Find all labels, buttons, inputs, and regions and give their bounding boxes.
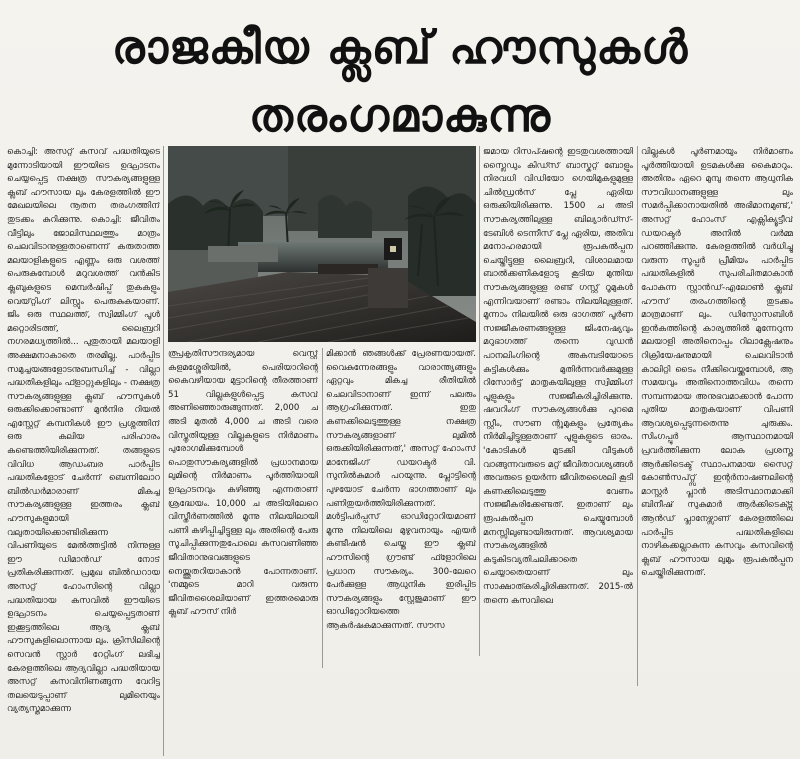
column-5-text: വില്ലകൾ പൂർണമായും നിർമാണം പൂർത്തിയായി ഉടമകൾക്കു കൈമാറും. അതിനും ഏറെ മുമ്പു തന്നെ ആധുനിക സൗവിധാനങ്ങളുള്ള ലും സമർപ്പിക്കാനായതിൽ അഭിമാനമുണ്ട്,' അസറ്റ് ഹോംസ് എക്സിക്യൂട്ടീവ് ഡയറക്ടർ അനിൽ വർമ്മ പറഞ്ഞിക്കുന്നു. കേരളത്തിൽ വർധിച്ചു വരുന്ന സൂപ്പർ പ്രീമിയം പാർപ്പിട പദ്ധതികളിൽ സുപരിചിതമാകാൻ പോകുന്ന സ്റ്റാൻഡ്-എലോൺ ക്ലബ് ഹൗസ് തരംഗത്തിന്റെ തുടക്കം മാത്രമാണ് ലും. ഡിസ്പോസബിൾ ഇൻകത്തിന്റെ കാര്യത്തിൽ മുന്നേറുന്ന മലയാളി അതിനൊപ്പം റിലാക്സേഷനും റിക്രിയേഷനുമായി ചെലവിടാൻ കാലിറ്റി ടൈം നീക്കിവെയ്ക്കുമ്പോൾ, ആ സമയവും അതിനൊത്തവിധം തന്നെ സമ്പന്നമായ അനുഭവമാക്കാൻ പോന്ന പുതിയ മാതൃകയാണ് വിപണി ആവശ്യപ്പെടുന്നതെന്നു ചുരുക്കം. സിംഗപ്പൂർ ആസ്ഥാനമായി പ്രവർത്തിക്കുന്ന ലോക പ്രശസ്ത ആർക്കിടെക്ട് സ്ഥാപനമായ സൈറ്റ് കോൺസപ്റ്റ്സ് ഇന്റർനാഷണലിന്റെ മാസ്റ്റർ പ്ലാൻ അടിസ്ഥാനമാക്കി ബിനീഷ് സുകുമാർ ആർക്കിടെക്ട്സ് ആൻഡ് പ്ലാനേഴ്സാണ് കേരളത്തിലെ പാർപ്പിട പദ്ധതികളിലെ നാഴികക്കല്ലാകുന്ന കസവും കസവിന്റെ ക്ലബ് ഹൗസായ ലുമും രൂപകൽപ്പന ചെയ്തിരിക്കുന്നത്.: [641, 147, 793, 579]
article-column-1: [7, 146, 160, 752]
clubhouse-photo: [168, 146, 476, 342]
column-rule: [163, 146, 164, 756]
column-3-text: മിക്കാൻ ഞങ്ങൾക്ക് പ്രേരണയായത്. വൈകുന്നേരങ്ങളും വാരാന്ത്യങ്ങളും ഏറ്റവും മികച്ച രീതിയിൽ ചെലവിടാനാണ് ഇന്ന് പലരും ആഗ്രഹിക്കുന്നത്. ഇതു കണക്കിലെടുത്തുള്ള നക്ഷത്ര സൗകര്യങ്ങളാണ് ലുമിൽ ഒരുക്കിയിരിക്കുന്നത്,' അസറ്റ് ഹോംസ് മാനേജിംഗ് ഡയറക്ടർ വി. സുനിൽകുമാർ പറയുന്നു. പ്ലോട്ടിന്റെ പുഴയോട് ചേർന്ന ഭാഗത്താണ് ലും പണിതുയർത്തിയിരിക്കുന്നത്. മൾട്ടിപർപ്പസ് ഓഡിറ്റോറിയമാണ് മൂന്നു നിലയിലെ മുഴുവനായും എയർ കണ്ടീഷൻ ചെയ്ത ഈ ക്ലബ് ഹൗസിന്റെ ഗ്രൗണ്ട് ഫ്ളോറിലെ പ്രധാന സൗകര്യം. 300-ലേറെ പേർക്കുള്ള ആധുനിക ഇരിപ്പിട സൗകര്യങ്ങളും സ്റ്റേജുമാണ് ഈ ഓഡിറ്റോറിയത്തെ ആകർഷകമാക്കുന്നത്. സൗസ: [326, 349, 476, 631]
column-rule: [322, 348, 323, 668]
article-column-5: [641, 146, 793, 686]
column-1-text: കൊച്ചി: അസറ്റ് കസവ് പദ്ധതിയുടെ മുന്നോടിയായി ഈയിടെ ഉദ്ഘാടനം ചെയ്യപ്പെട്ട നക്ഷത്ര സൗകര്യങ്ങളുള്ള ക്ലബ് ഹൗസായ ലും കേരളത്തിൽ ഈ മേഖലയിലെ നൂതന തരംഗത്തിന് തുടക്കം കുറിക്കുന്നു. കൊച്ചി: ജീവിതം വീട്ടിലും ജോലിസ്ഥലത്തും മാത്രം ചെലവിടാനുള്ളതാണെന്ന് കരുതാത്ത മലയാളികളുടെ എണ്ണം ഒരു വശത്ത് പെരുകുമ്പോൾ മറുവശത്ത് വൻകിട ക്ലബുകളുടെ മെമ്പർഷിപ്പ് തുകകളും വെയ്റ്റിംഗ് ലിസ്റ്റും പെരുകുകയാണ്. ജിം ഒരു സ്ഥലത്ത്, സ്വിമ്മിംഗ് പൂൾ മറ്റൊരിടത്ത്, ലൈബ്രറി നഗരമധ്യത്തിൽ... പുതുതായി മലയാളി അക്ഷമനാകാതെ തരമില്ല. പാർപ്പിട സമുച്ചയങ്ങളോടനുബന്ധിച്ച് - വില്ലാ പദ്ധതികളിലും ഫ്ളാറ്റുകളിലും - നക്ഷത്ര സൗകര്യങ്ങളുള്ള ക്ലബ് ഹൗസുകൾ ഒരുക്കിക്കൊണ്ടാണ് മുൻനിര റിയൽ എസ്റ്റേറ്റ് കമ്പനികൾ ഈ പ്രശ്നത്തിന് ഒരു കലിയ പരിഹാരം കണ്ടെത്തിയിരിക്കുന്നത്. തങ്ങളുടെ വിവിധ ആഡംബര പാർപ്പിട പദ്ധതികളോട് ചേർന്ന് ബെന്നിലോറ ബിൽഡർമാരാണ് മികച്ച സൗകര്യങ്ങളുള്ള ഇത്തരം ക്ലബ് ഹൗസുകളുമായി വലുതായിക്കൊണ്ടിരിക്കുന്ന വിപണിയുടെ മേൽത്തട്ടിൽ നിന്നുള്ള ഈ ഡിമാൻഡ് നോട് പ്രതികരിക്കുന്നത്. പ്രമുഖ ബിൽഡറായ അസറ്റ് ഹോംസിന്റെ വില്ലാ പദ്ധതിയായ കസവിൽ ഈയിടെ ഉദ്ഘാടനം ചെയ്യപ്പെട്ടതാണ് ഇക്കൂട്ടത്തിലെ ആദ്യ ക്ലബ് ഹൗസുകളിലൊന്നായ ലും. ക്രിസിലിന്റെ സെവൻ സ്റ്റാർ റേറ്റിംഗ് ലഭിച്ച കേരളത്തിലെ ആദ്യവില്ലാ പദ്ധതിയായ അസറ്റ് കസവിനിണങ്ങുന്ന വേറിട്ട തലയെടുപ്പാണ് ലുമിനെയും വ്യത്യസ്തമാക്കുന്ന: [7, 147, 160, 715]
article-column-4: [483, 146, 633, 656]
pool-deck-image: [168, 146, 476, 342]
headline-line-1: രാജകീയ ക്ലബ് ഹൗസുകൾ: [111, 20, 689, 74]
column-rule: [479, 146, 480, 656]
column-2-text: ത്പ്രകൃതിസൗന്ദര്യമായ വെസ്റ്റ് കളമശ്ശേരിയിൽ, പെരിയാറിന്റെ കൈവഴിയായ മുട്ടാറിന്റെ തീരത്താണ് 51 വില്ലകളുൾപ്പെട്ട കസവ് അണിഞ്ഞൊരുങ്ങുന്നത്. 2,000 ച അടി മുതൽ 4,000 ച അടി വരെ വിസ്തൃതിയുള്ള വില്ലകളുടെ നിർമാണം പുരോഗമിക്കുമ്പോൾ പൊതുസൗകര്യങ്ങളിൽ പ്രധാനമായ ലുമിന്റെ നിർമാണം പൂർത്തിയായി ഉദ്ഘാടനവും കഴിഞ്ഞു എന്നതാണ് ശ്രദ്ധേയം. 10,000 ച അടിയിലേറെ വിസ്തീർണത്തിൽ മൂന്നു നിലയിലായി പണി കഴിപ്പിച്ചിട്ടുള്ള ലും അതിന്റെ പേരു സൂചിപ്പിക്കുന്നതുപോലെ കസവണിഞ്ഞ ജീവിതാനുഭവങ്ങളുടെ നെയ്ത്തുതറിയാകാൻ പോന്നതാണ്. 'നമ്മുടെ മാറി വരുന്ന ജീവിതശൈലിയാണ് ഇത്തരമൊരു ക്ലബ് ഹൗസ് നിർ: [168, 349, 318, 618]
column-4-text: ജമായ റിസപ്ഷന്റെ ഇടതുവശത്തായി സ്ലൈഡും കിഡ്സ് ബാസ്കറ്റ് ബോളും നിരവധി വിഡിയോ ഗെയിമുകളുമുള്ള ചിൽഡ്രൻസ് പ്ലേ ഏരിയ ഒരുക്കിയിരിക്കുന്നു. 1500 ച അടി സൗകര്യത്തിലുള്ള ബില്യാർഡ്സ്-ടേബിൾ ടെന്നീസ് പ്ലേ ഏരിയ, അതിവ മനോഹരമായി രൂപകൽപ്പന ചെയ്തിട്ടുള്ള ലൈബ്രറി, വിശാലമായ ബാൽക്കണികളോടു കൂടിയ മുന്തിയ സൗകര്യങ്ങളുള്ള രണ്ട് ഗസ്റ്റ് റൂമുകൾ എന്നിവയാണ് രണ്ടാം നിലയിലുള്ളത്. മൂന്നാം നിലയിൽ ഒരു ഭാഗത്ത് പൂർണ സജ്ജീകരണങ്ങളുള്ള ജിംനേഷ്യവും മറുഭാഗത്ത് തന്നെ വുഡൻ പാനലിംഗിന്റെ അകമ്പടിയോടെ കുട്ടികൾക്കും മുതിർന്നവർക്കുമുള്ള റിസോർട്ട് മാതൃകയിലുള്ള സ്വിമ്മിംഗ് പൂളുകളും സജ്ജീകരിച്ചിരിക്കുന്നു. ഷവറിംഗ് സൗകര്യങ്ങൾക്കു പുറമെ സ്റ്റീം, സൗണ ന്റൂമുകളും പ്രത്യേകം നിർമിച്ചിട്ടുള്ളതാണ് പൂളുകളുടെ ഓരം. 'കോടികൾ മുടക്കി വീടുകൾ വാങ്ങുന്നവരുടെ മറ്റ് ജീവിതാവശ്യങ്ങൾ അവരുടെ ഉയർന്ന ജീവിതശൈലി കൂടി കണക്കിലെടുത്തു വേണം സജ്ജീകരിക്കേണ്ടത്. ഇതാണ് ലും രൂപകൽപ്പന ചെയ്യുമ്പോൾ മനസ്സിലുണ്ടായിരുന്നത്. ആവശ്യമായ സൗകര്യങ്ങളിൽ കടുകിടവ്യതിചലിക്കാതെ ചെയ്യാതെയാണ് ലും സാക്ഷാത്കരിച്ചിരിക്കുന്നത്. 2015-ൽ തന്നെ കസവിലെ: [483, 147, 633, 606]
headline-line-2: തരംഗമാകുന്നു: [249, 88, 551, 142]
article-column-2: [168, 348, 318, 668]
article-column-3: [326, 348, 476, 668]
column-rule: [637, 146, 638, 686]
